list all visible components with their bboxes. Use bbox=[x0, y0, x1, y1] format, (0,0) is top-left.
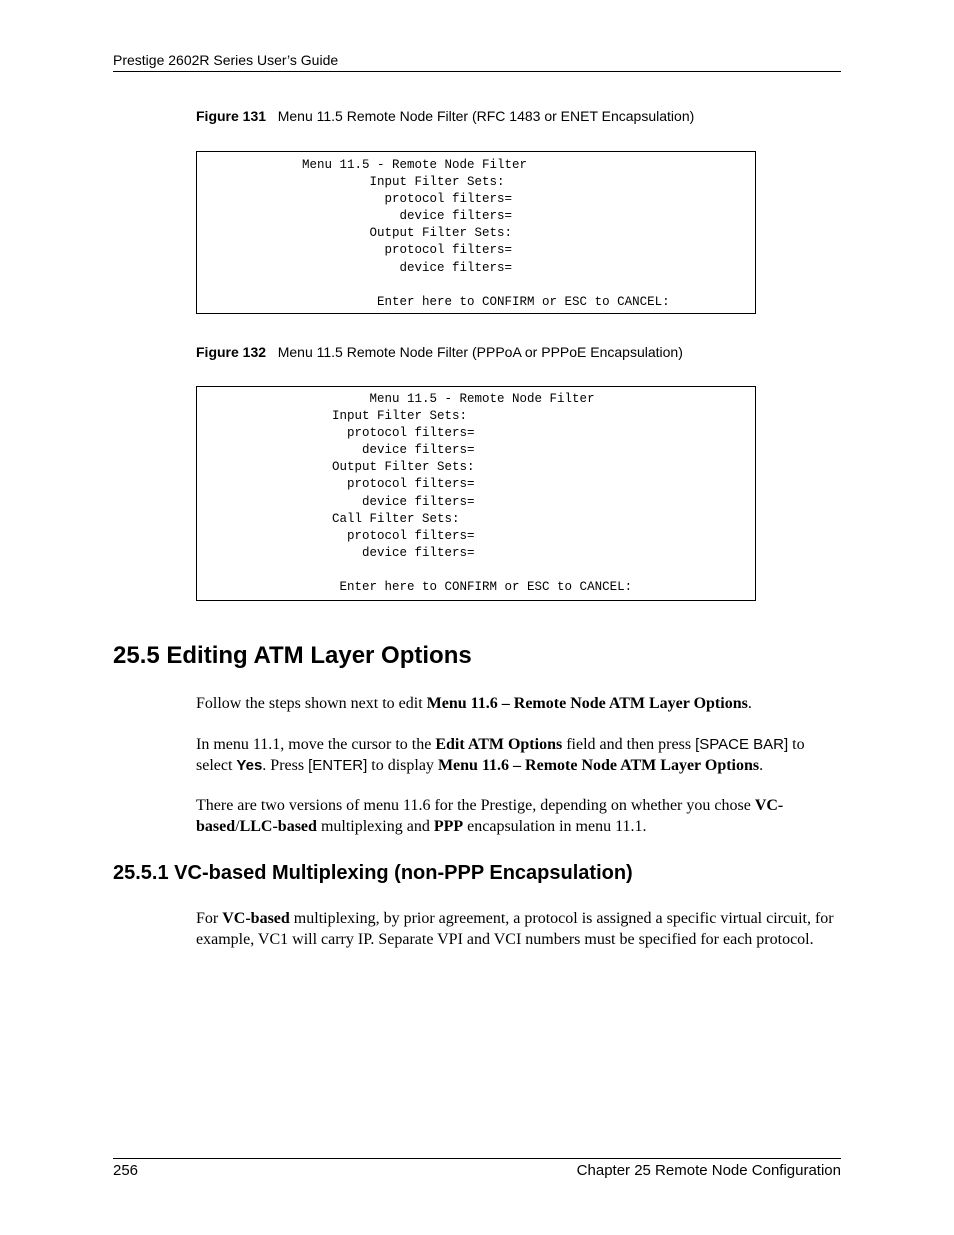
text: multiplexing, by prior agreement, a protocol is assigned a specific virtual circuit, for example, VC1 will carry IP. Separate VPI and VCI numbers must be specified for each protocol. bbox=[196, 910, 834, 948]
figure-132-caption bbox=[196, 344, 683, 360]
figure-131-screen bbox=[196, 151, 756, 314]
text: / bbox=[235, 817, 240, 835]
running-header: Prestige 2602R Series User’s Guide bbox=[113, 52, 339, 68]
header-rule bbox=[113, 71, 841, 72]
figure-131-screen-text: Menu 11.5 - Remote Node Filter Input Filter Sets: protocol filters= device filters= Output Filter Sets: protocol filters= device filters= Enter here to CONFIRM or ESC to CANCEL: bbox=[302, 158, 670, 309]
subsection-paragraph-1 bbox=[196, 909, 842, 950]
text: There are two versions of menu 11.6 for the Prestige, depending on whether you chose bbox=[196, 797, 755, 814]
text: to select bbox=[196, 736, 805, 774]
field-name: Edit ATM Options bbox=[435, 736, 563, 753]
section-paragraph-1 bbox=[196, 694, 842, 715]
term: VC-based bbox=[222, 910, 290, 927]
figure-131-title: Menu 11.5 Remote Node Filter (RFC 1483 or ENET Encapsulation) bbox=[277, 108, 695, 124]
text: Follow the steps shown next to edit bbox=[196, 695, 427, 712]
section-paragraph-3 bbox=[196, 796, 842, 837]
menu-name: Menu 11.6 – Remote Node ATM Layer Options bbox=[426, 695, 748, 712]
page-number: 256 bbox=[113, 1162, 139, 1179]
text: field and then press bbox=[562, 736, 696, 753]
subsection-heading: 25.5.1 VC-based Multiplexing (non-PPP Encapsulation) bbox=[113, 862, 633, 884]
menu-name: Menu 11.6 – Remote Node ATM Layer Options bbox=[437, 756, 760, 774]
figure-131-caption bbox=[196, 108, 694, 124]
option-name: Yes bbox=[236, 756, 263, 774]
figure-132-label: Figure 132 bbox=[196, 344, 267, 360]
figure-131-label: Figure 131 bbox=[196, 108, 267, 124]
text: In menu 11.1, move the cursor to the bbox=[196, 736, 436, 753]
text: . bbox=[759, 756, 764, 774]
term: VC-based bbox=[196, 797, 784, 835]
term: LLC-based bbox=[239, 817, 317, 835]
figure-132-title: Menu 11.5 Remote Node Filter (PPPoA or PPPoE Encapsulation) bbox=[277, 344, 683, 360]
term: PPP bbox=[433, 817, 464, 835]
chapter-title: Chapter 25 Remote Node Configuration bbox=[576, 1162, 841, 1179]
footer-rule bbox=[113, 1158, 841, 1159]
text: For bbox=[196, 910, 223, 927]
text: . Press bbox=[262, 756, 309, 774]
section-paragraph-2 bbox=[196, 735, 842, 776]
figure-132-screen bbox=[196, 386, 756, 601]
text: encapsulation in menu 11.1. bbox=[463, 817, 647, 835]
key-name: [SPACE BAR] bbox=[695, 736, 789, 753]
text: multiplexing and bbox=[316, 817, 434, 835]
figure-132-screen-text: Menu 11.5 - Remote Node Filter Input Filter Sets: protocol filters= device filters= Output Filter Sets: protocol filters= device filters= Call Filter Sets: protocol filters= device filters= Enter here to CONFIRM or ESC to CANCEL: bbox=[332, 392, 633, 595]
key-name: [ENTER] bbox=[308, 756, 368, 774]
text: to display bbox=[367, 756, 438, 774]
section-heading: 25.5 Editing ATM Layer Options bbox=[113, 642, 472, 669]
text: . bbox=[747, 695, 752, 712]
